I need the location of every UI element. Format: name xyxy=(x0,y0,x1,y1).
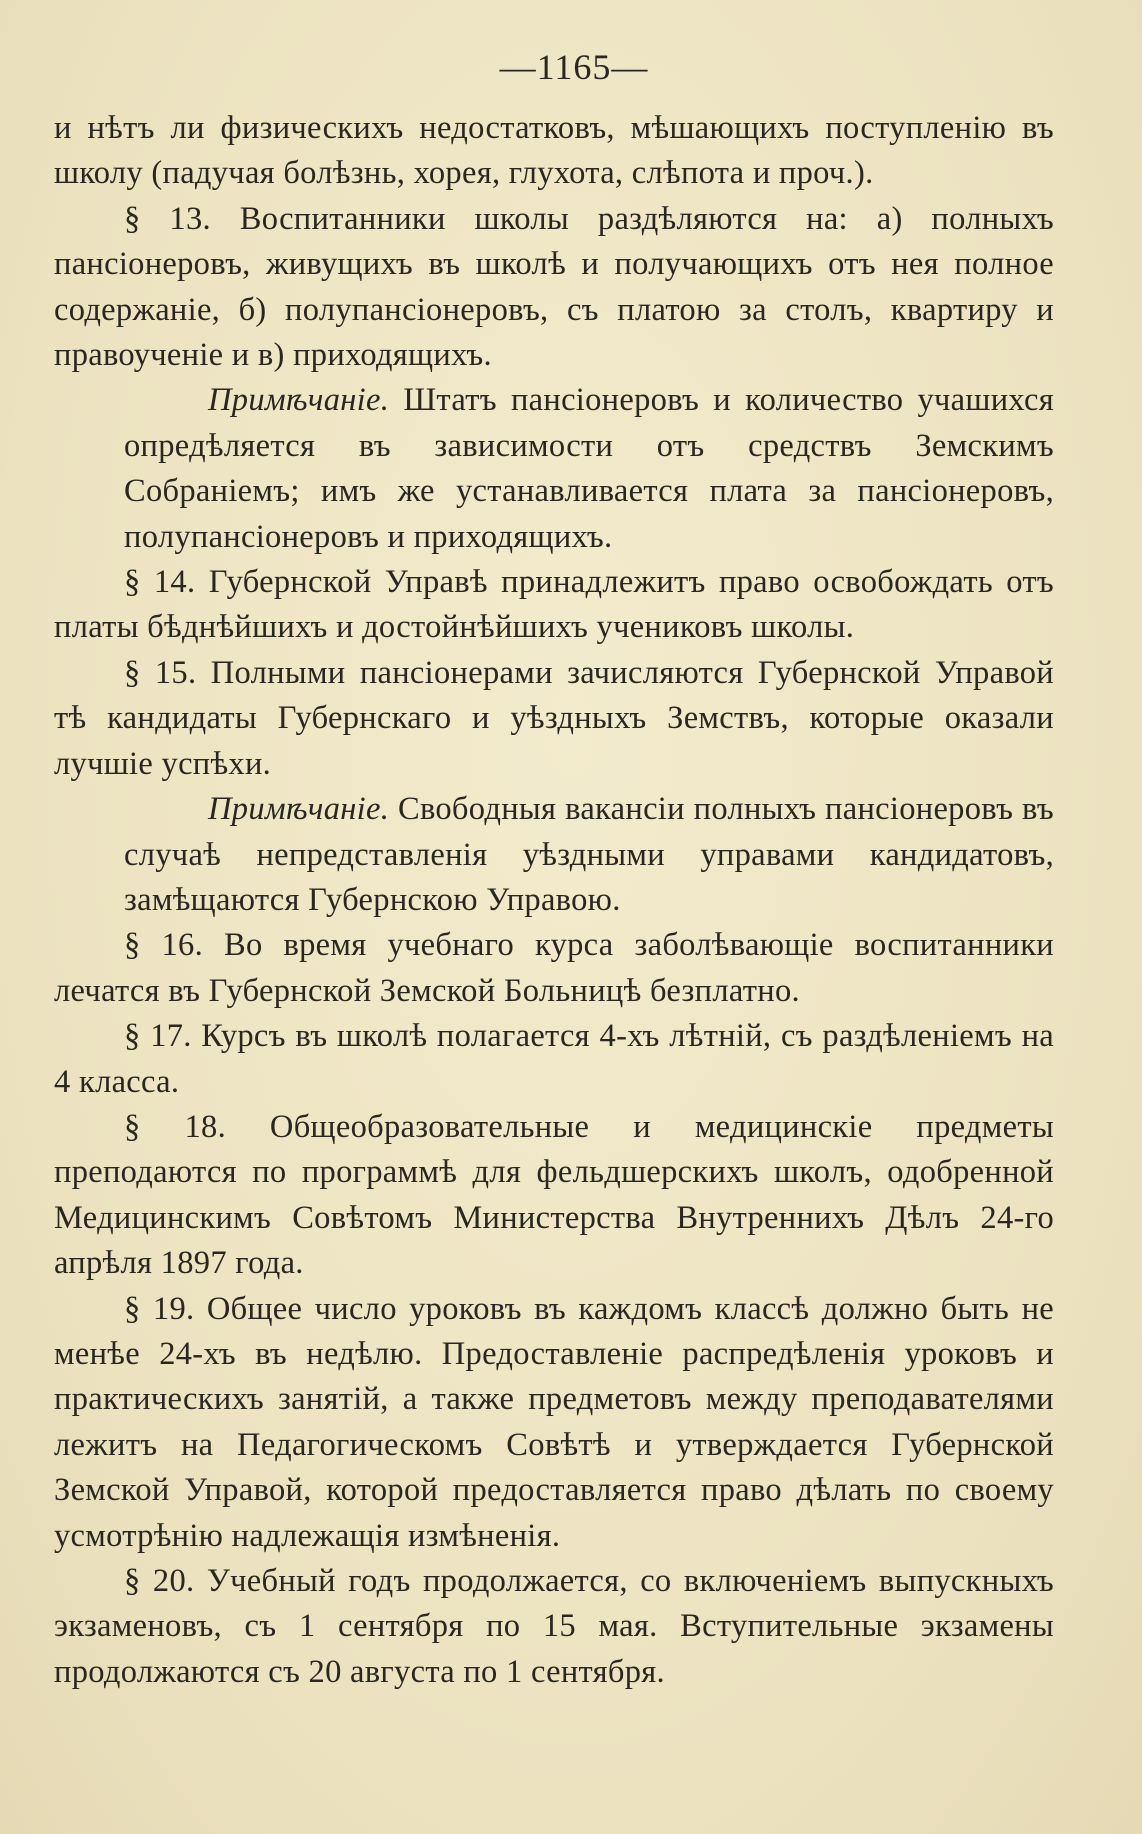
section-13: § 13. Воспитанники школы раздѣляются на: а) полныхъ пансіонеровъ, живущихъ въ школѣ и получающихъ отъ нея полное содержаніе, б) полупансіонеровъ, съ платою за столъ, квартиру и правоученіе и в) приходящихъ. xyxy=(54,200,1054,374)
note-text: Свободныя вакансіи полныхъ пансіонеровъ въ случаѣ непредставленія уѣздными управами кандидатовъ, замѣщаются Губернскою Управою. xyxy=(124,791,1054,918)
note-section-15 xyxy=(54,787,1054,923)
note-label: Примѣчаніе. xyxy=(208,791,390,828)
paragraph-continuation: и нѣтъ ли физическихъ недостатковъ, мѣшающихъ поступленію въ школу (падучая болѣзнь, хорея, глухота, слѣпота и проч.). xyxy=(54,110,1054,192)
section-16: § 16. Во время учебнаго курса заболѣвающіе воспитанники лечатся въ Губернской Земской Больницѣ безплатно. xyxy=(54,927,1054,1009)
section-14: § 14. Губернской Управѣ принадлежитъ право освобождать отъ платы бѣднѣйшихъ и достойнѣйшихъ учениковъ школы. xyxy=(54,564,1054,646)
page-number: —1165— xyxy=(499,47,649,87)
note-section-13 xyxy=(54,378,1054,560)
section-20: § 20. Учебный годъ продолжается, со включеніемъ выпускныхъ экзаменовъ, съ 1 сентября по 15 мая. Вступительные экзамены продолжаются съ 20 августа по 1 сентября. xyxy=(54,1563,1054,1690)
section-18: § 18. Общеобразовательные и медицинскіе предметы преподаются по программѣ для фельдшерскихъ школъ, одобренной Медицинскимъ Совѣтомъ Министерства Внутреннихъ Дѣлъ 24-го апрѣля 1897 года. xyxy=(54,1108,1054,1282)
note-text: Штатъ пансіонеровъ и количество учашихся опредѣляется въ зависимости отъ средствъ Земскимъ Собраніемъ; имъ же устанавливается плата за пансіонеровъ, полупансіонеровъ и приходящихъ. xyxy=(124,382,1054,555)
section-15: § 15. Полными пансіонерами зачисляются Губернской Управой тѣ кандидаты Губернскаго и уѣздныхъ Земствъ, которые оказали лучшіе успѣхи. xyxy=(54,654,1054,782)
section-17: § 17. Курсъ въ школѣ полагается 4-хъ лѣтній, съ раздѣленіемъ на 4 класса. xyxy=(54,1018,1054,1100)
section-19: § 19. Общее число уроковъ въ каждомъ классѣ должно быть не менѣе 24-хъ въ недѣлю. Предоставленіе распредѣленія уроковъ и практическихъ занятій, а также предметовъ между преподавателями лежитъ на Педагогическомъ Совѣтѣ и утверждается Губернской Земской Управой, которой предоставляется право дѣлать по своему усмотрѣнію надлежащія измѣненія. xyxy=(54,1290,1054,1554)
note-label: Примѣчаніе. xyxy=(208,382,390,419)
document-body xyxy=(54,106,1054,1695)
